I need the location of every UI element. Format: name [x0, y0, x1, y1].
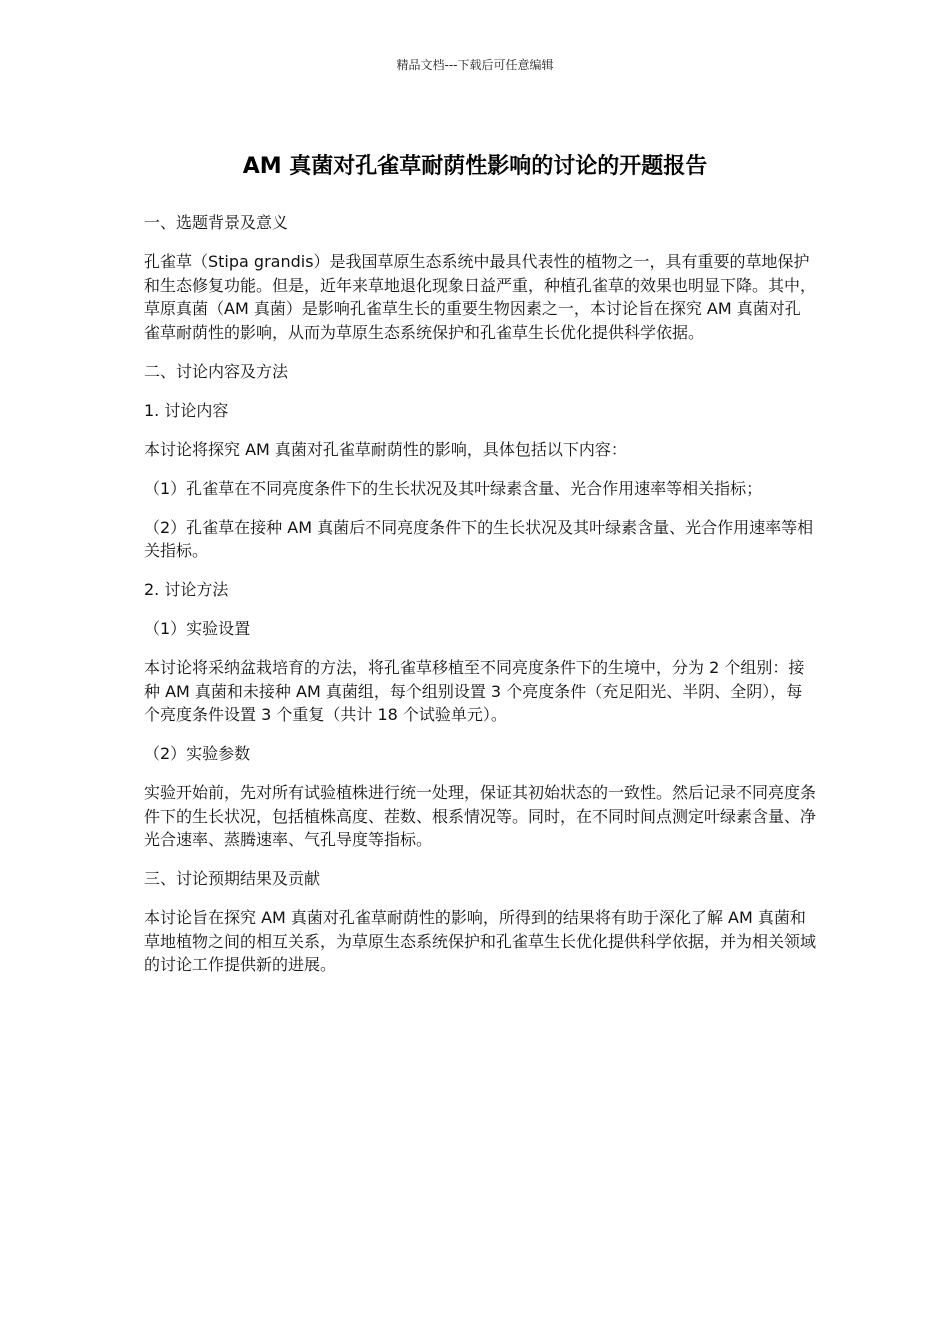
section-heading-expected-results: 三、讨论预期结果及贡献 [144, 869, 321, 888]
paragraph-experiment-parameters: 实验开始前，先对所有试验植株进行统一处理，保证其初始状态的一致性。然后记录不同亮度条件下的生长状况，包括植株高度、茬数、根系情况等。同时，在不同时间点测定叶绿素含量、净光合速率、蒸腾速率、气孔导度等指标。 [144, 783, 817, 849]
page-header: 精品文档---下载后可任意编辑 [396, 58, 554, 72]
section-heading-background: 一、选题背景及意义 [144, 213, 289, 232]
section-heading-content-method: 二、讨论内容及方法 [144, 361, 289, 381]
subheading-experiment-parameters: （2）实验参数 [144, 744, 251, 763]
paragraph-content-intro: 本讨论将探究 AM 真菌对孔雀草耐荫性的影响，具体包括以下内容： [144, 439, 627, 459]
paragraph-expected-results: 本讨论旨在探究 AM 真菌对孔雀草耐荫性的影响，所得到的结果将有助于深化了解 AM 真菌和草地植物之间的相互关系，为草原生态系统保护和孔雀草生长优化提供科学依据，并为相关领域的讨论工作提供新的进展。 [144, 908, 817, 974]
document-body [144, 211, 816, 992]
subheading-experiment-setup: （1）实验设置 [144, 619, 251, 638]
paragraph-experiment-setup: 本讨论将采纳盆栽培育的方法，将孔雀草移植至不同亮度条件下的生境中，分为 2 个组别：接种 AM 真菌和未接种 AM 真菌组，每个组别设置 3 个亮度条件（充足阳光、半阴、全阴），每个亮度条件设置 3 个重复（共计 18 个试验单元）。 [144, 658, 805, 724]
subheading-content: 1. 讨论内容 [144, 400, 229, 420]
paragraph-background: 孔雀草（Stipa grandis）是我国草原生态系统中最具代表性的植物之一，具有重要的草地保护和生态修复功能。但是，近年来草地退化现象日益严重，种植孔雀草的效果也明显下降。其中，草原真菌（AM 真菌）是影响孔雀草生长的重要生物因素之一，本讨论旨在探究 AM 真菌对孔雀草耐荫性的影响，从而为草原生态系统保护和孔雀草生长优化提供科学依据。 [144, 252, 817, 342]
document-title: AM 真菌对孔雀草耐荫性影响的讨论的开题报告 [242, 153, 708, 179]
list-item-content-2: （2）孔雀草在接种 AM 真菌后不同亮度条件下的生长状况及其叶绿素含量、光合作用速率等相关指标。 [144, 517, 814, 560]
subheading-method: 2. 讨论方法 [144, 580, 229, 599]
list-item-content-1: （1）孔雀草在不同亮度条件下的生长状况及其叶绿素含量、光合作用速率等相关指标； [144, 478, 763, 498]
